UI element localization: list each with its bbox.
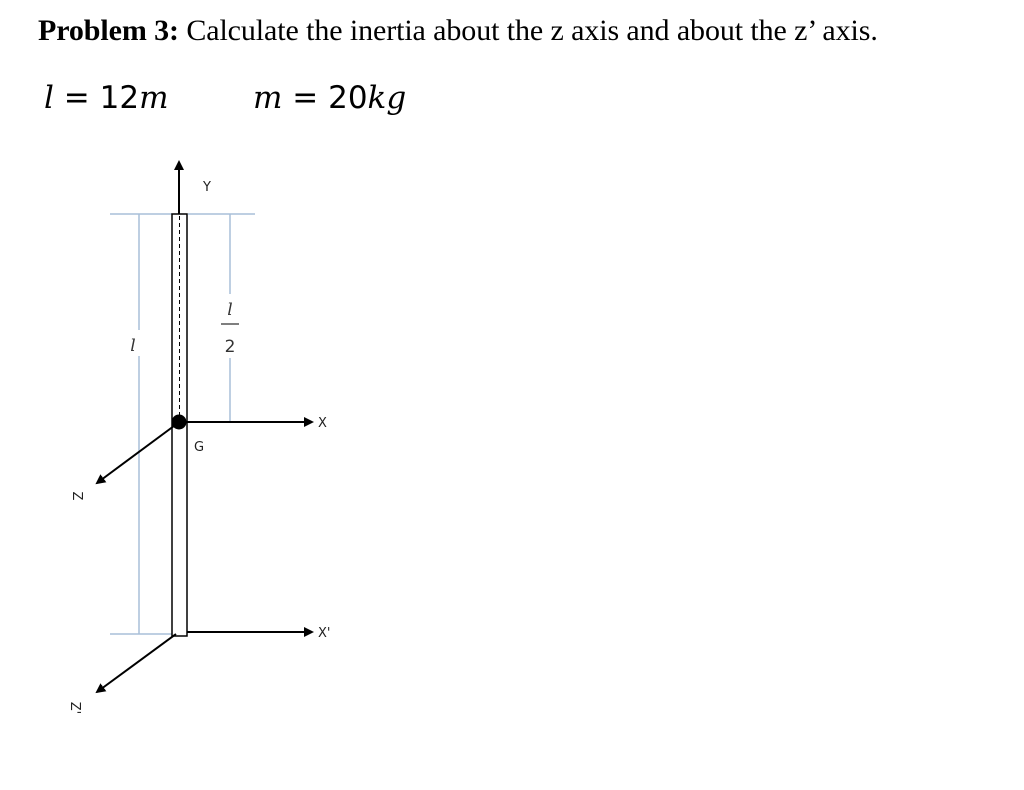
problem-text: Calculate the inertia about the z axis and about the z’ axis. bbox=[178, 14, 878, 47]
length-symbol: l bbox=[44, 80, 54, 116]
x-axis-label: X bbox=[318, 416, 327, 431]
z-axis-label: Z bbox=[69, 491, 84, 501]
z-prime-axis-label: Z' bbox=[67, 701, 82, 715]
mass-symbol: m bbox=[253, 80, 283, 116]
half-length-denominator: 2 bbox=[224, 337, 236, 357]
length-label: l bbox=[130, 336, 136, 356]
center-mass-label: G bbox=[194, 440, 205, 455]
y-axis-label: Y bbox=[203, 180, 211, 195]
length-value: 12 bbox=[99, 80, 140, 116]
center-of-mass-dot bbox=[172, 415, 187, 430]
half-length-numerator: l bbox=[227, 300, 233, 320]
problem-heading: Problem 3: bbox=[38, 14, 179, 47]
mass-unit: kg bbox=[367, 80, 407, 116]
z-axis bbox=[97, 423, 178, 483]
mass-value: 20 bbox=[328, 80, 368, 116]
length-unit: m bbox=[139, 80, 169, 116]
mass-equals: = bbox=[282, 80, 329, 116]
z-prime-axis bbox=[97, 634, 176, 692]
length-equals: = bbox=[53, 80, 100, 116]
x-prime-axis-label: X' bbox=[318, 626, 331, 641]
